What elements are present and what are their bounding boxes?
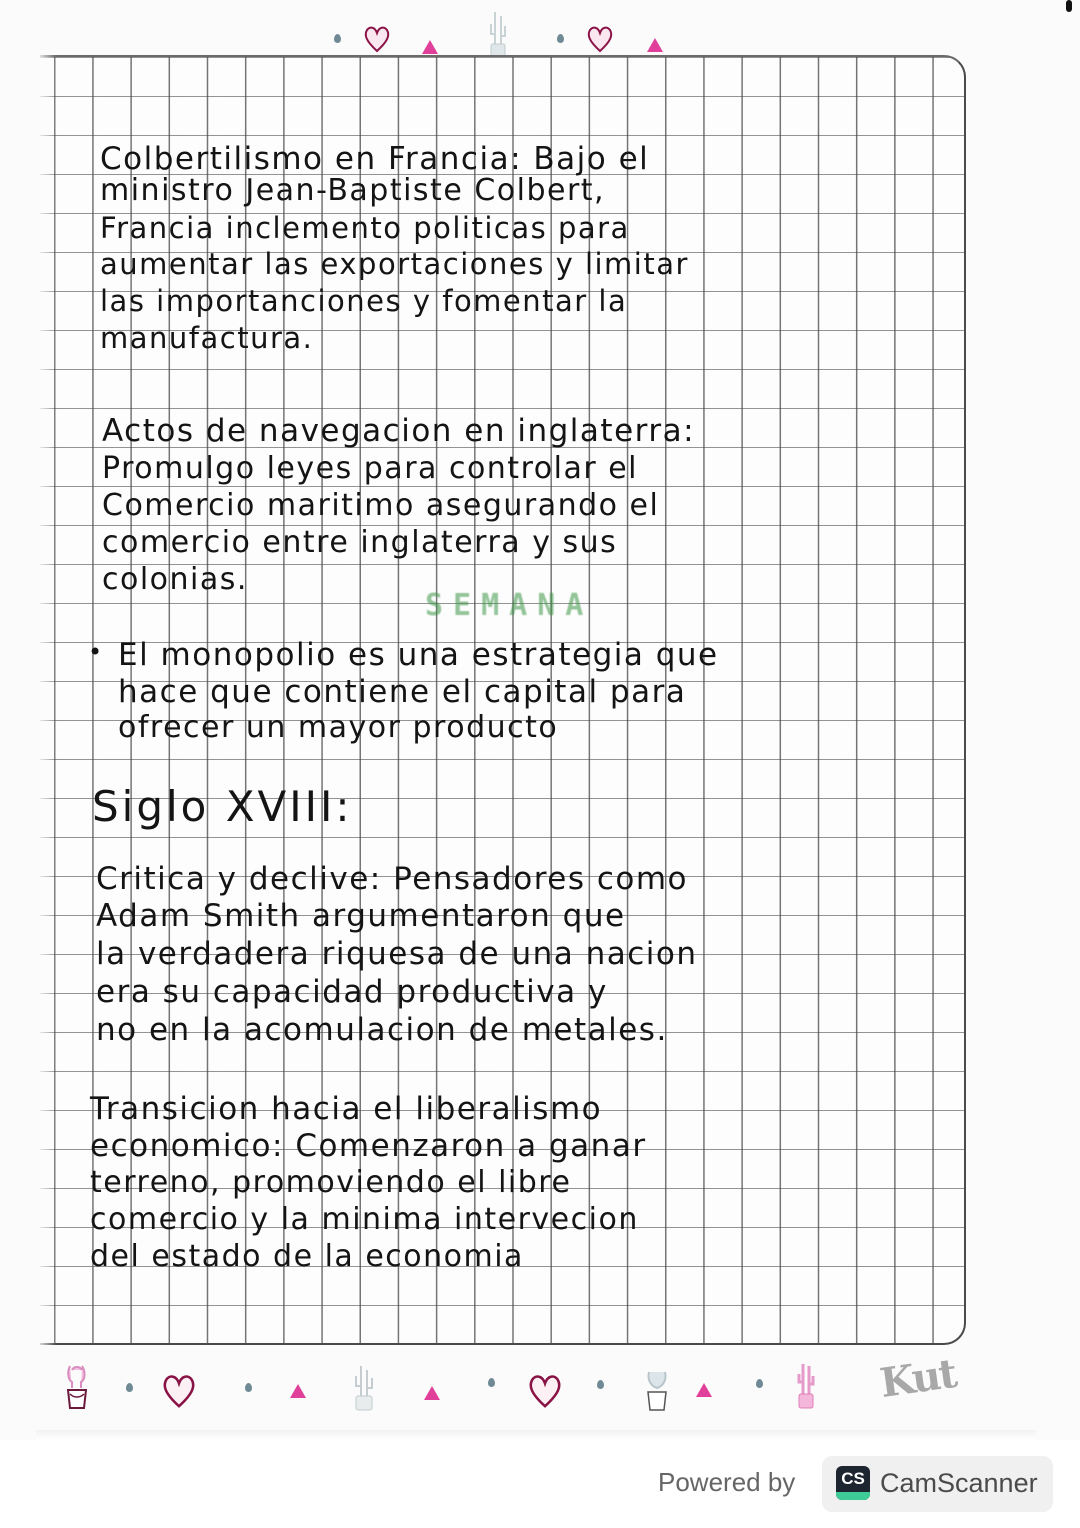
heart-icon (160, 1372, 198, 1410)
drop-icon (126, 1383, 133, 1392)
text-line: comercio entre inglaterra y sus (102, 525, 618, 560)
text-line: colonias. (102, 562, 248, 597)
cactus-icon (643, 1366, 671, 1412)
text-line: ministro Jean-Baptiste Colbert, (100, 173, 606, 208)
text-line: hace que contiene el capital para (118, 674, 687, 710)
bleed-through-stamp: SEMANA (425, 588, 594, 623)
scan-edge-mark (1066, 0, 1072, 12)
text-line: era su capacidad productiva y (96, 974, 608, 1010)
text-line: Promulgo leyes para controlar el (102, 451, 638, 486)
heart-icon (526, 1372, 564, 1410)
bullet-icon: • (88, 638, 104, 666)
heart-icon (362, 24, 392, 54)
drop-icon (557, 34, 564, 43)
text-line: no en la acomulacion de metales. (96, 1012, 668, 1048)
text-line: Adam Smith argumentaron que (96, 898, 626, 934)
logo-text: CS (841, 1469, 865, 1488)
camscanner-logo-icon (836, 1466, 870, 1500)
drop-icon (334, 34, 341, 43)
text-line: Comercio maritimo asegurando el (102, 488, 660, 523)
triangle-icon (422, 40, 438, 54)
camscanner-badge[interactable] (822, 1456, 1053, 1512)
text-line: comercio y la minima intervecion (90, 1202, 639, 1237)
cactus-icon (352, 1362, 376, 1412)
heading-siglo-xviii (92, 782, 353, 832)
text-line: El monopolio es una estrategia que (118, 637, 719, 673)
powered-by-label: Powered by (658, 1467, 796, 1497)
paragraph-transicion (90, 1090, 647, 1275)
text-line: del estado de la economia (90, 1239, 524, 1274)
paragraph-actos-navegacion (102, 412, 695, 598)
paragraph-critica-declive (96, 860, 698, 1049)
section-heading: Siglo XVIII: (92, 782, 353, 831)
triangle-icon (647, 38, 663, 52)
cactus-icon (64, 1362, 90, 1410)
drop-icon (488, 1378, 495, 1387)
text-line: ofrecer un mayor producto (118, 710, 559, 745)
text-line: la verdadera riquesa de una nacion (96, 936, 698, 972)
text-line: Critica y declive: Pensadores como (96, 861, 689, 897)
text-line: Francia inclemento politicas para (100, 211, 630, 245)
cactus-icon (796, 1360, 816, 1410)
paper-edge (36, 1430, 1036, 1440)
text-line: Actos de navegacion en inglaterra: (102, 413, 696, 449)
drop-icon (756, 1379, 763, 1388)
text-line: Colbertilismo en Francia: Bajo el (100, 141, 650, 177)
paragraph-colbertismo (100, 140, 689, 356)
text-line: aumentar las exportaciones y limitar (100, 247, 689, 281)
drop-icon (597, 1380, 604, 1389)
text-line: economico: Comenzaron a ganar (90, 1128, 647, 1164)
triangle-icon (290, 1384, 306, 1398)
text-line: terreno, promoviendo el libre (90, 1165, 572, 1200)
signature: Kut (877, 1349, 959, 1408)
triangle-icon (424, 1386, 440, 1400)
text-line: Transicion hacia el liberalismo (90, 1091, 603, 1127)
heart-icon (585, 24, 615, 54)
brand-name: CamScanner (880, 1468, 1038, 1498)
paper-edge (36, 55, 56, 1345)
drop-icon (245, 1383, 252, 1392)
triangle-icon (696, 1383, 712, 1397)
cactus-icon (488, 8, 508, 58)
text-line: manufactura. (100, 321, 314, 355)
logo-green-bar (836, 1492, 870, 1500)
text-line: las importanciones y fomentar la (100, 284, 628, 318)
